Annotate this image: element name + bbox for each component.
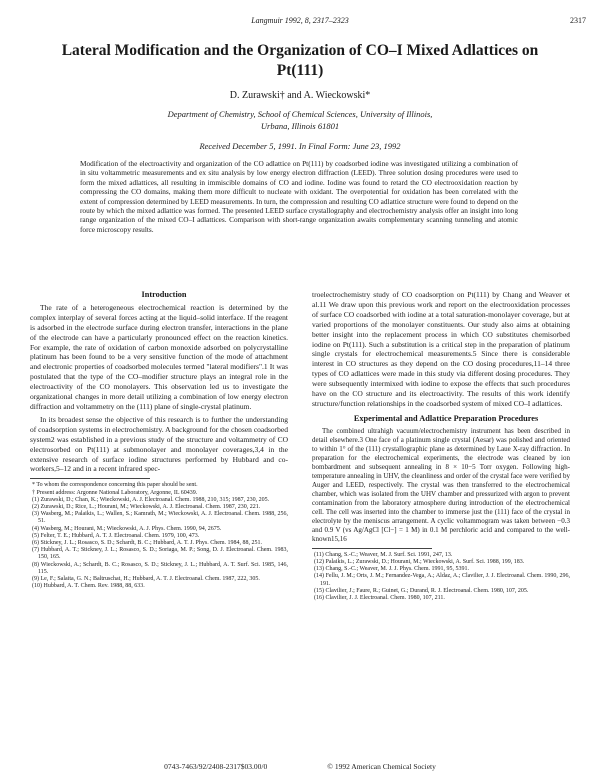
intro-paragraph-1: The rate of a heterogeneous electrochemical reaction is determined by the complex interplay of several forces acting at the liquid–solid interface. If the reagent is adsorbed in the electrode surface during electron transfer, interactions in the plane of the electrode can have a particularly pronounced effect on the reaction kinetics. For example, the rate of oxidation of carbon monoxide adsorbed on polycrystalline platinum has been found to be a very sensitive function of the mode of attachment and electronic properties of coadsorbed molecules termed "lateral modifiers".1 It was postulated that the type of the CO–modifier structure plays an integral role in the electroactivity of the CO monolayers. This observation led us to investigate the organizational changes in more detail utilizing a combination of low energy electron diffraction and voltammetry on the (111) plane of single-crystal platinum. <box>30 302 288 411</box>
footnote-divider <box>30 478 150 479</box>
abstract: Modification of the electroactivity and organization of the CO adlattice on Pt(111) by coadsorbed iodine was investigated utilizing a combination of in situ voltammetric measurements and ex situ analysis by low energy electron diffraction (LEED). Three solution dosing procedures were used to form the mixed adlattices, all resulting in immiscible domains of CO and iodine. Iodine was found to retard the CO electrooxidation reaction by compressing the CO domains, making them more difficult to nucleate with oxidant. The overpotential for oxidation has been correlated with the extent of compression determined by LEED measurements. In turn, the compression and resulting CO adlattice structure were found to depend on the route by which the mixed adlattice was formed. The presented LEED surface crystallography and electrochemistry analysis offer an insight into long range organization of the mixed CO–I adlattices. Comparison with short-range organization awaits complementary scanning tunneling and atomic force microscopy results. <box>80 159 518 234</box>
section-heading-experimental: Experimental and Adlattice Preparation Procedures <box>353 413 539 423</box>
reference: (10) Hubbard, A. T. Chem. Rev. 1988, 88, 633. <box>32 583 145 590</box>
footnote: † Present address: Argonne National Laboratory, Argonne, IL 60439. <box>32 489 198 496</box>
journal-citation: Langmuir 1992, 8, 2317–2323 <box>251 16 349 25</box>
experimental-paragraph: The combined ultrahigh vacuum/electrochemistry instrument has been described in detail elsewhere.3 One face of a platinum single crystal (Aesar) was polished and oriented to within 1° of the (111) crystallographic plane as determined by Laue X-ray diffraction. In preparation for the electrochemical experiments, the electrode was cleaned by ion bombardment and subsequent annealing in 8 × 10−5 Torr oxygen. Following high-temperature annealing in UHV, the cleanliness and order of the crystal face were verified by Auger and LEED, respectively. The crystal was then transferred to the electrochemical chamber, which was isolated from the UHV chamber and pressurized with argon to prevent contamination from the laboratory atmosphere during introduction of the electrochemical cell. The cell was inserted into the chamber to immerse just the (111) face of the crystal in electrolyte by the meniscus arrangement. A cyclic voltammogram was taken between −0.3 and 0.9 V (vs Ag/AgCl [Cl−] = 1 M) in 0.1 M perchloric acid and compared to the well-known15,16 <box>312 426 570 543</box>
reference: (8) Wieckowski, A.; Schardt, B. C.; Rosasco, S. D.; Stickney, J. L.; Hubbard, A. T. Surf. Sci. 1985, 146, 115. <box>32 561 288 575</box>
affiliation-line-1: Department of Chemistry, School of Chemical Sciences, University of Illinois, <box>167 109 433 119</box>
right-column <box>312 290 570 602</box>
paper-title: Lateral Modification and the Organization of CO–I Mixed Adlattices on Pt(111) <box>61 42 539 79</box>
copyright: © 1992 American Chemical Society <box>327 762 436 771</box>
reference: (11) Chang, S.-C.; Weaver, M. J. Surf. Sci. 1991, 247, 13. <box>314 551 453 558</box>
reference: (5) Felter, T. E.; Hubbard, A. T. J. Electroanal. Chem. 1979, 100, 473. <box>32 532 200 539</box>
section-heading-introduction: Introduction <box>141 290 187 299</box>
reference: (16) Clavilier, J. J. Electroanal. Chem. 1980, 107, 211. <box>314 595 445 601</box>
intro-continued-paragraph: troelectrochemistry study of CO coadsorption on Pt(111) by Chang and Weaver et al.11 We draw upon this previous work and report on the electrooxidation processes of surface CO coadsorbed with iodine at a total saturation-monolayer coverage, but at varied proportions of the monolayer constituents. Our study also aims at obtaining better insight into the replacement process in which CO substitutes chemisorbed iodine on Pt(111). Such a substitution is a critical step in the preparation of platinum single crystals for electrochemical measurements.5 Since there is considerable interest in CO structures as they depend on the CO dosing procedures,11–14 three types of CO adlattices were made in this study via different dosing procedures. They were subsequently intermixed with iodine to expose the effects that such procedures have on the CO structure and its electroactivity. The results of this work identify structure/function relationships in the coadsorbed system of mixed CO–I adlattices. <box>312 290 570 408</box>
reference: (3) Wasberg, M.; Palaikis, L.; Wallen, S.; Kamrath, M.; Wieckowski, A. J. Electroanal. Chem. 1988, 256, 51. <box>32 511 288 525</box>
authors: D. Zurawski† and A. Wieckowski* <box>229 90 371 101</box>
reference: (14) Fellu, J. M.; Orts, J. M.; Fernandez-Vega, A.; Aldaz, A.; Clavilier, J. J. Electroanal. Chem. 1990, 296, 191. <box>314 573 570 587</box>
reference: (15) Clavilier, J.; Faure, R.; Guinet, G.; Durand, R. J. Electroanal. Chem. 1980, 107, 205. <box>314 587 529 594</box>
page-footer <box>0 762 600 771</box>
affiliation-line-2: Urbana, Illinois 61801 <box>260 121 340 131</box>
affiliation <box>0 108 600 132</box>
footnote: * To whom the correspondence concerning this paper should be sent. <box>32 482 198 489</box>
left-column <box>30 290 288 590</box>
reference: (9) Le, F.; Salaita, G. N.; Baltruschat, H.; Hubbard, A. T. J. Electroanal. Chem. 1987, 222, 305. <box>32 575 260 582</box>
article-code: 0743-7463/92/2408-2317$03.00/0 <box>164 762 268 771</box>
reference: (7) Hubbard, A. T.; Stickney, J. L.; Rosasco, S. D.; Soriaga, M. P.; Song, D. J. Electroanal. Chem. 1983, 150, 165. <box>32 547 288 561</box>
footnotes <box>30 482 288 590</box>
reference: (1) Zurawski, D.; Chan, K.; Wieckowski, A. J. Electroanal. Chem. 1988, 210, 315; 1987, 230, 205. <box>32 496 270 503</box>
reference: (12) Palaikis, L.; Zurawski, D.; Hourani, M.; Wieckowski, A. Surf. Sci. 1988, 199, 183. <box>314 558 525 565</box>
reference: (4) Wasberg, M.; Hourani, M.; Wieckowski, A. J. Phys. Chem. 1990, 94, 2675. <box>32 525 222 532</box>
references-right <box>312 552 570 602</box>
reference: (13) Chang, S.-C.; Weaver, M. J. J. Phys. Chem. 1991, 95, 5391. <box>314 566 469 573</box>
intro-paragraph-2: In its broadest sense the objective of this research is to further the understanding of coadsorption systems in electrochemistry. A background for the chosen coadsorbed system2 was established in a previous study of the structure and voltammetry of CO electrosorbed on Pt(111) at submonolayer and monolayer coverages,3,4 in the extensive research of surface iodine structures performed by Hubbard and co-workers,5–12 and in a recent infrared spec- <box>30 414 288 474</box>
page-number: 2317 <box>570 16 586 25</box>
reference-divider <box>312 548 432 549</box>
received-dates: Received December 5, 1991. In Final Form: June 23, 1992 <box>199 141 401 151</box>
reference: (6) Stickney, J. L.; Rosasco, S. D.; Schardt, B. C.; Hubbard, A. T. J. Phys. Chem. 1984, 88, 251. <box>32 539 263 546</box>
reference: (2) Zurawski, D.; Rice, L.; Hourani, M.; Wieckowski, A. J. Electroanal. Chem. 1987, 230, 221. <box>32 503 261 510</box>
